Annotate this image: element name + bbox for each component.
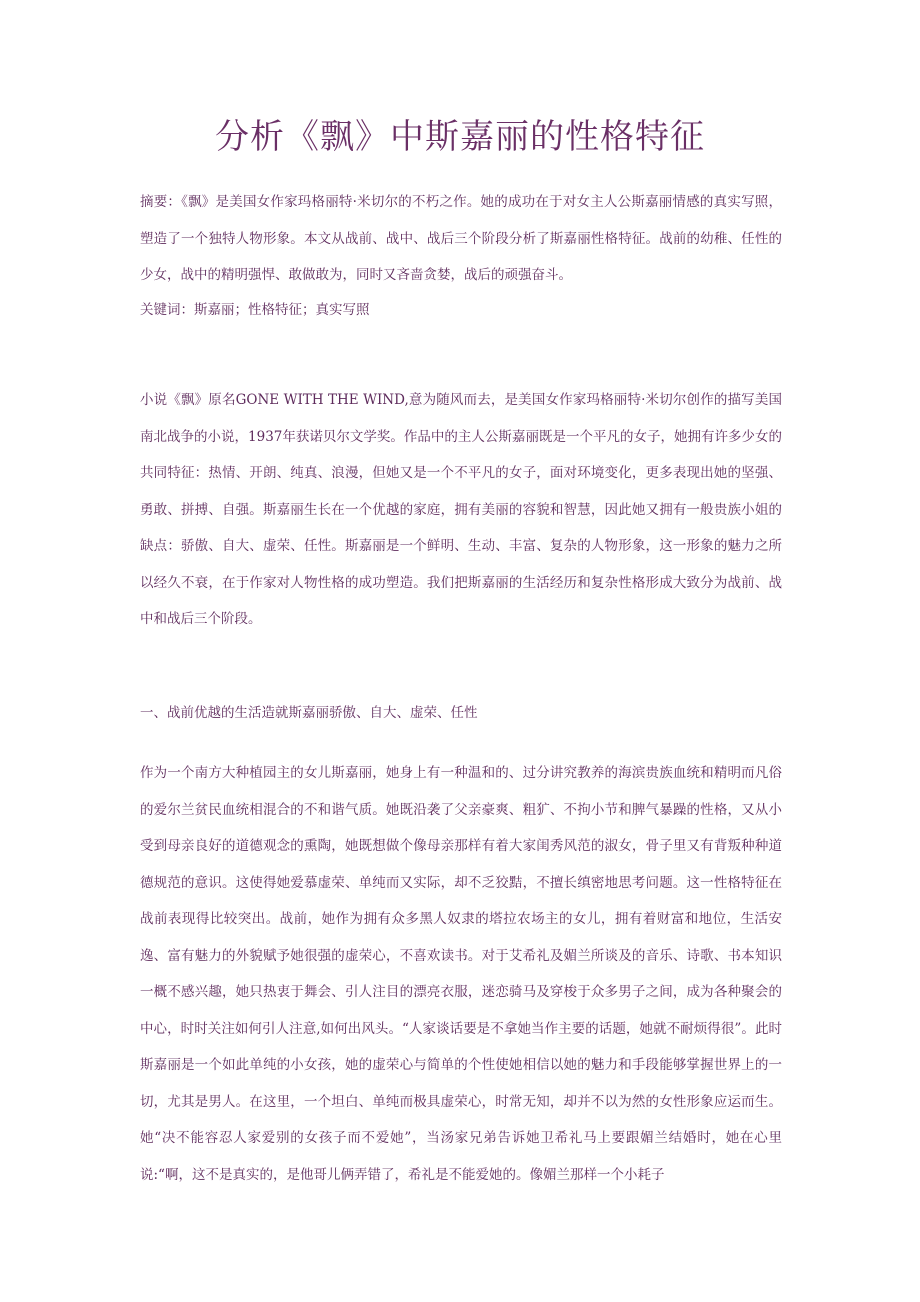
keywords-line: 关键词：斯嘉丽；性格特征；真实写照 bbox=[140, 302, 370, 318]
section-body-paragraph: 作为一个南方大种植园主的女儿斯嘉丽，她身上有一种温和的、过分讲究教养的海滨贵族血统和精明而凡俗的爱尔兰贫民血统相混合的不和谐气质。她既沿袭了父亲豪爽、粗犷、不拘小节和脾气暴躁的性格，又从小受到母亲良好的道德观念的熏陶，她既想做个像母亲那样有着大家闺秀风范的淑女，骨子里又有背叛种种道德规范的意识。这使得她爱慕虚荣、单纯而又实际，却不乏狡黠，不擅长缜密地思考问题。这一性格特征在战前表现得比较突出。战前，她作为拥有众多黑人奴隶的塔拉农场主的女儿，拥有着财富和地位，生活安逸、富有魅力的外貌赋予她很强的虚荣心，不喜欢读书。对于艾希礼及媚兰所谈及的音乐、诗歌、书本知识一概不感兴趣，她只热衷于舞会、引人注目的漂亮衣服，迷恋骑马及穿梭于众多男子之间，成为各种聚会的中心，时时关注如何引人注意,如何出风头。“人家谈话要是不拿她当作主要的话题，她就不耐烦得很”。此时斯嘉丽是一个如此单纯的小女孩，她的虚荣心与简单的个性使她相信以她的魅力和手段能够掌握世界上的一切，尤其是男人。在这里，一个坦白、单纯而极具虚荣心，时常无知，却并不以为然的女性形象应运而生。她“决不能容忍人家爱别的女孩子而不爱她”，当汤家兄弟告诉她卫希礼马上要跟媚兰结婚时，她在心里说:“啊，这不是真实的，是他哥儿俩弄错了，希礼是不能爱她的。像媚兰那样一个小耗子 bbox=[140, 765, 782, 1183]
abstract-paragraph: 摘要：《飘》是美国女作家玛格丽特·米切尔的不朽之作。她的成功在于对女主人公斯嘉丽情感的真实写照，塑造了一个独特人物形象。本文从战前、战中、战后三个阶段分析了斯嘉丽性格特征。战前的幼稚、任性的少女，战中的精明强悍、敢做敢为，同时又吝啬贪婪，战后的顽强奋斗。 bbox=[140, 194, 782, 283]
section-heading: 一、战前优越的生活造就斯嘉丽骄傲、自大、虚荣、任性 bbox=[140, 705, 478, 721]
intro-paragraph: 小说《飘》原名GONE WITH THE WIND,意为随风而去，是美国女作家玛格丽特·米切尔创作的描写美国南北战争的小说，1937年获诺贝尔文学奖。作品中的主人公斯嘉丽既是一个平凡的女子，她拥有许多少女的共同特征：热情、开朗、纯真、浪漫，但她又是一个不平凡的女子，面对环境变化，更多表现出她的坚强、勇敢、拼搏、自强。斯嘉丽生长在一个优越的家庭，拥有美丽的容貌和智慧，因此她又拥有一般贵族小姐的缺点：骄傲、自大、虚荣、任性。斯嘉丽是一个鲜明、生动、丰富、复杂的人物形象，这一形象的魅力之所以经久不衰，在于作家对人物性格的成功塑造。我们把斯嘉丽的生活经历和复杂性格形成大致分为战前、战中和战后三个阶段。 bbox=[140, 392, 782, 627]
document-title: 分析《飘》中斯嘉丽的性格特征 bbox=[215, 117, 705, 157]
